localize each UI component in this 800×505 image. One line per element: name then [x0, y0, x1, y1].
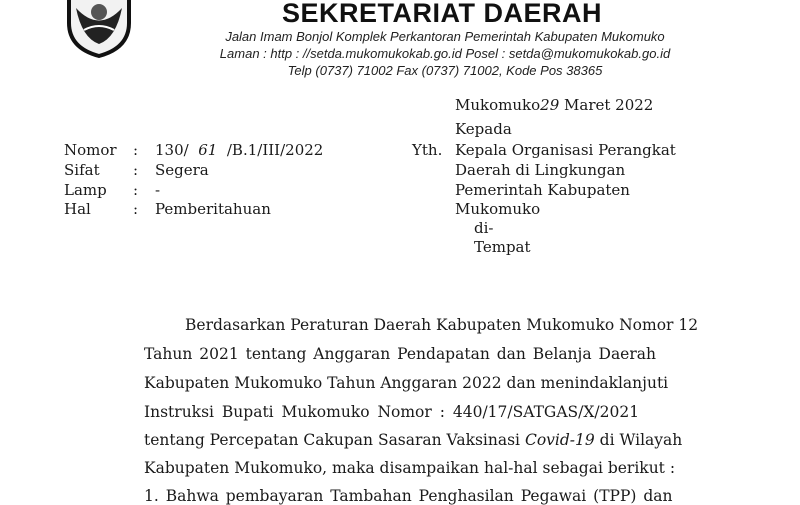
hal-value: Pemberitahuan	[155, 200, 271, 218]
recipient-line-1: Kepala Organisasi Perangkat	[455, 141, 676, 159]
letter-date	[455, 96, 653, 114]
recipient-di: di-	[474, 219, 494, 237]
body-line-3: Kabupaten Mukomuko Tahun Anggaran 2022 dan menindaklanjuti	[144, 374, 669, 392]
body-line-7: 1. Bahwa pembayaran Tambahan Penghasilan Pegawai (TPP) dan	[144, 487, 673, 505]
recipient-line-3: Pemerintah Kabupaten	[455, 181, 630, 199]
hal-label: Hal	[64, 200, 91, 218]
body-line-5-pre: tentang Percepatan Cakupan Sasaran Vaksinasi	[144, 431, 525, 449]
body-line-4: Instruksi Bupati Mukomuko Nomor : 440/17/SATGAS/X/2021	[144, 403, 640, 421]
sifat-label: Sifat	[64, 161, 100, 179]
body-line-2: Tahun 2021 tentang Anggaran Pendapatan dan Belanja Daerah	[144, 345, 656, 363]
body-line-5	[144, 431, 682, 449]
date-month-year: Maret 2022	[564, 96, 654, 114]
recipient-tempat: Tempat	[474, 238, 531, 256]
body-line-5-post: di Wilayah	[594, 431, 683, 449]
nomor-label: Nomor	[64, 141, 117, 159]
sifat-colon: :	[133, 161, 139, 179]
nomor-prefix: 130/	[155, 141, 189, 159]
letterhead-title: SEKRETARIAT DAERAH	[281, 0, 602, 28]
date-place: Mukomuko	[455, 96, 541, 114]
hal-colon: :	[133, 200, 139, 218]
lamp-value: -	[155, 181, 161, 199]
lamp-label: Lamp	[64, 181, 107, 199]
letterhead-phone: Telp (0737) 71002 Fax (0737) 71002, Kode Pos 38365	[287, 63, 603, 78]
regency-emblem-logo	[64, 0, 134, 58]
kepada-label: Kepada	[455, 120, 512, 138]
recipient-line-4: Mukomuko	[455, 200, 541, 218]
nomor-handwritten: 61	[198, 141, 218, 159]
date-day-handwritten: 29	[540, 96, 560, 114]
body-line-1: Berdasarkan Peraturan Daerah Kabupaten Mukomuko Nomor 12	[185, 316, 699, 334]
lamp-colon: :	[133, 181, 139, 199]
body-line-5-italic: Covid-19	[524, 431, 595, 449]
yth-label: Yth.	[412, 141, 443, 159]
recipient-line-2: Daerah di Lingkungan	[455, 161, 626, 179]
nomor-colon: :	[133, 141, 139, 159]
sifat-value: Segera	[155, 161, 209, 179]
letterhead-web-email: Laman : http : //setda.mukomukokab.go.id Posel : setda@mukomukokab.go.id	[219, 46, 671, 61]
letterhead-address: Jalan Imam Bonjol Komplek Perkantoran Pemerintah Kabupaten Mukomuko	[225, 29, 665, 44]
nomor-suffix: /B.1/III/2022	[226, 141, 324, 159]
nomor-value	[155, 141, 323, 159]
body-line-6: Kabupaten Mukomuko, maka disampaikan hal-hal sebagai berikut :	[144, 459, 676, 477]
